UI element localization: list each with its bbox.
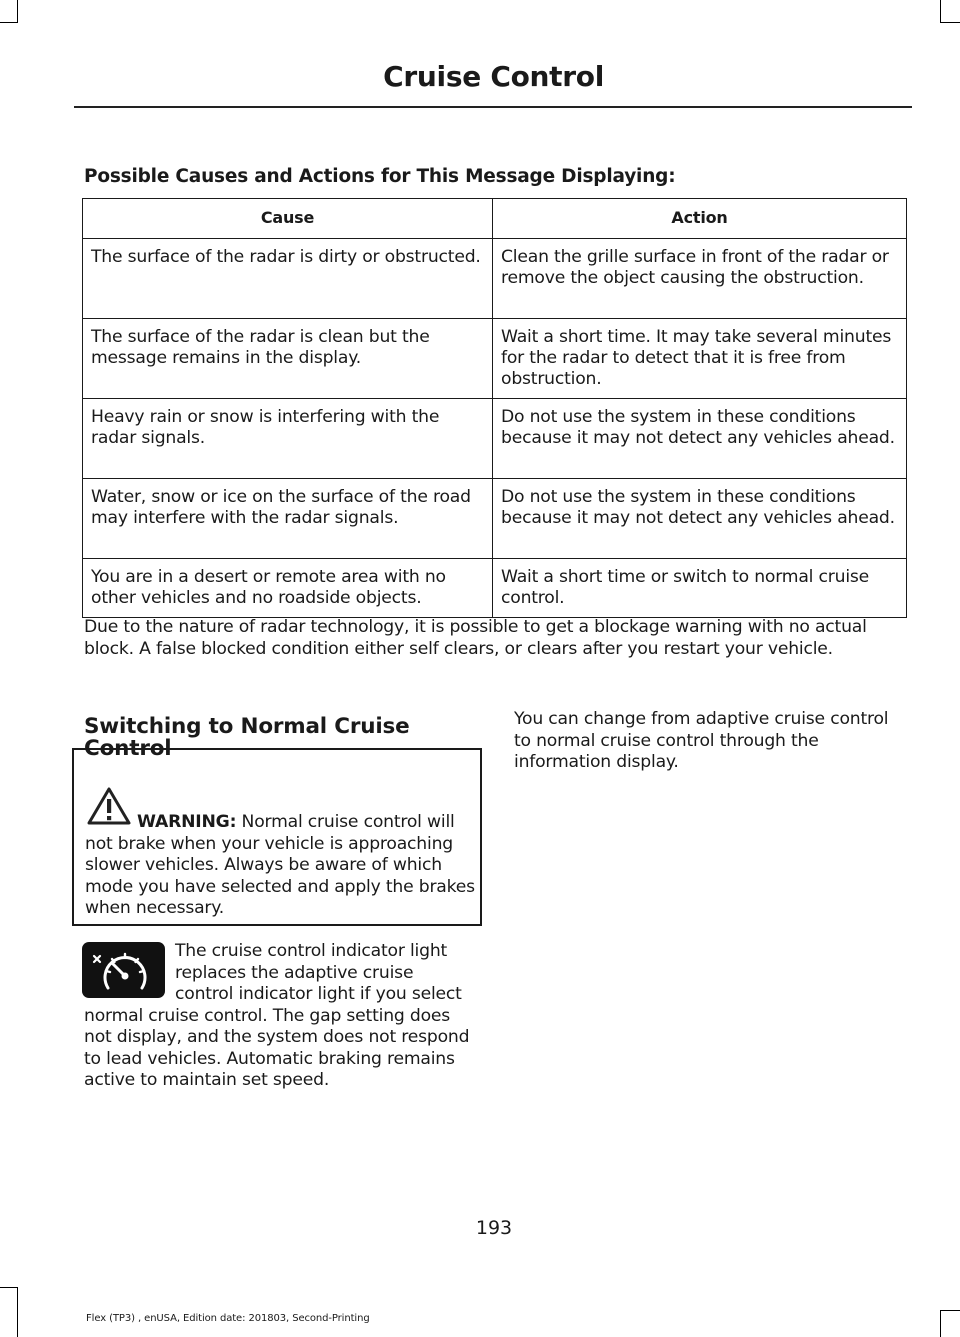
table-heading: Possible Causes and Actions for This Message Displaying: [84,166,676,187]
table-row [83,559,907,618]
action-cell: Do not use the system in these conditions because it may not detect any vehicles ahead. [493,399,907,479]
table-row [83,399,907,479]
cause-cell: Water, snow or ice on the surface of the road may interfere with the radar signals. [83,479,493,559]
action-cell: Wait a short time. It may take several minutes for the radar to detect that it is free from obstruction. [493,319,907,399]
cause-cell: The surface of the radar is dirty or obstructed. [83,239,493,319]
table-row [83,319,907,399]
section-title: Switching to Normal Cruise Control [84,714,410,761]
crop-mark-top-right [940,0,941,22]
indicator-light-text [84,941,476,1092]
crop-mark-top-left-h [0,22,18,23]
page-number: 193 [475,1217,513,1239]
warning-box [72,748,482,926]
indicator-light-body: The cruise control indicator light replaces the adaptive cruise control indicator light if you select normal cruise control. The gap setting does not display, and the system does not respond to lead vehicles. Automatic braking remains active to maintain set speed. [84,941,470,1090]
action-cell: Wait a short time or switch to normal cruise control. [493,559,907,618]
crop-mark-bottom-left [17,1287,18,1337]
table-header-row [83,199,907,239]
crop-mark-bottom-right [940,1310,941,1337]
header-rule [74,106,912,108]
crop-mark-bottom-left-h [0,1287,18,1288]
table-row [83,239,907,319]
warning-label: WARNING: [137,812,237,832]
crop-mark-bottom-right-h [940,1310,960,1311]
edition-footer: Flex (TP3) , enUSA, Edition date: 201803, Second-Printing [86,1313,370,1324]
cause-cell: Heavy rain or snow is interfering with the radar signals. [83,399,493,479]
cause-cell: The surface of the radar is clean but the message remains in the display. [83,319,493,399]
table-row [83,479,907,559]
warning-body: Normal cruise control will not brake when your vehicle is approaching slower vehicles. Always be aware of which mode you have selected and apply the brakes when necessary. [85,812,475,918]
page-title: Cruise Control [383,60,604,93]
column-header-action: Action [493,199,907,239]
crop-mark-top-left [17,0,18,22]
column-header-cause: Cause [83,199,493,239]
causes-actions-table [82,198,907,618]
warning-text [85,812,475,920]
crop-mark-top-right-h [940,22,960,23]
radar-blockage-note: Due to the nature of radar technology, it is possible to get a blockage warning with no actual block. A false blocked condition either self clears, or clears after you restart your vehicle. [84,617,867,659]
cause-cell: You are in a desert or remote area with no other vehicles and no roadside objects. [83,559,493,618]
action-cell: Do not use the system in these conditions because it may not detect any vehicles ahead. [493,479,907,559]
action-cell: Clean the grille surface in front of the radar or remove the object causing the obstruction. [493,239,907,319]
switching-instructions: You can change from adaptive cruise control to normal cruise control through the information display. [514,709,889,772]
